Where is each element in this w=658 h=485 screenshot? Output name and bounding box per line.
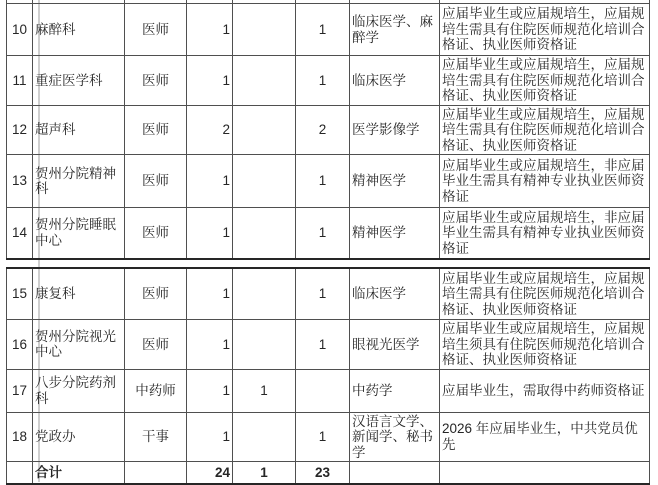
table-row-10: [7, 4, 650, 56]
cell-department: 重症医学科: [33, 56, 125, 106]
cell-seq: 18: [7, 412, 33, 462]
cell-major: 医学影像学: [350, 105, 440, 155]
cell-position: 医师: [125, 320, 187, 370]
cell-department: 八步分院药剂科: [33, 369, 125, 412]
cell-major: 眼视光医学: [350, 320, 440, 370]
cell-major: 汉语言文学、新闻学、秘书学: [350, 412, 440, 462]
cell-major: 精神医学: [350, 208, 440, 259]
cell-count-b: 1: [233, 462, 296, 484]
cell-count-a: 24: [187, 462, 233, 484]
cell-count-b: [233, 268, 296, 320]
cell-department: 贺州分院睡眠中心: [33, 208, 125, 259]
table-row-12: [7, 105, 650, 155]
table-total-row: [7, 462, 650, 484]
cell-requirement: 应届毕业生或应届规培生，应届规培生需具有住院医师规范化培训合格证、执业医师资格证: [440, 105, 650, 155]
cell-department: 康复科: [33, 268, 125, 320]
cell-count-a: 1: [187, 320, 233, 370]
cell-count-c: 1: [296, 208, 350, 259]
table-row-16: [7, 320, 650, 370]
cell-count-a: 1: [187, 369, 233, 412]
cell-seq: 12: [7, 105, 33, 155]
cell-seq: 11: [7, 56, 33, 106]
cell-requirement: 应届毕业生或应届规培生，非应届毕业生需具有精神专业执业医师资格证: [440, 155, 650, 208]
cell-department: 贺州分院视光中心: [33, 320, 125, 370]
cell-count-b: 1: [233, 369, 296, 412]
cell-major: 精神医学: [350, 155, 440, 208]
cell-department: 党政办: [33, 412, 125, 462]
table-segment-gap: [0, 260, 658, 267]
cell-count-c: 1: [296, 4, 350, 56]
cell-major: 临床医学: [350, 56, 440, 106]
cell-count-a: 1: [187, 155, 233, 208]
cell-department: 超声科: [33, 105, 125, 155]
cell-count-c: 1: [296, 155, 350, 208]
table-row-11: [7, 56, 650, 106]
cell-position: 医师: [125, 105, 187, 155]
cell-department: 麻醉科: [33, 4, 125, 56]
cell-seq: [7, 462, 33, 484]
cell-requirement: 应届毕业生或应届规培生，应届规培生需具有住院医师规范化培训合格证、执业医师资格证: [440, 4, 650, 56]
cell-count-a: 1: [187, 56, 233, 106]
cell-requirement: 应届毕业生，需取得中药师资格证: [440, 369, 650, 412]
cell-count-b: [233, 320, 296, 370]
cell-count-b: [233, 56, 296, 106]
cell-requirement: 应届毕业生或应届规培生，应届规培生需具有住院医师规范化培训合格证、执业医师资格证: [440, 56, 650, 106]
cell-count-c: 1: [296, 412, 350, 462]
cell-seq: 14: [7, 208, 33, 259]
cell-count-b: [233, 155, 296, 208]
cell-position: 医师: [125, 4, 187, 56]
cell-count-a: 1: [187, 412, 233, 462]
cell-position: 医师: [125, 155, 187, 208]
cell-major: 临床医学: [350, 268, 440, 320]
cell-position: 医师: [125, 268, 187, 320]
cell-count-c: 23: [296, 462, 350, 484]
cell-count-a: 1: [187, 4, 233, 56]
cell-position: [125, 462, 187, 484]
cell-major: 临床医学、麻醉学: [350, 4, 440, 56]
recruitment-table-segment-1: [6, 0, 650, 260]
cell-count-c: 1: [296, 56, 350, 106]
table-row-13: [7, 155, 650, 208]
cell-seq: 10: [7, 4, 33, 56]
cell-count-c: 1: [296, 268, 350, 320]
cell-position: 中药师: [125, 369, 187, 412]
cell-major: 中药学: [350, 369, 440, 412]
cell-requirement: 2026 年应届毕业生，中共党员优先: [440, 412, 650, 462]
cell-count-a: 2: [187, 105, 233, 155]
cell-department: 贺州分院精神科: [33, 155, 125, 208]
cell-requirement: 应届毕业生或应届规培生，应届规培生须具有住院医师规范化培训合格证、执业医师资格证: [440, 320, 650, 370]
cell-position: 医师: [125, 56, 187, 106]
table-row-14: [7, 208, 650, 259]
cell-seq: 15: [7, 268, 33, 320]
recruitment-table-segment-2: [6, 267, 650, 485]
cell-count-b: [233, 105, 296, 155]
cell-requirement: [440, 462, 650, 484]
cell-count-c: 2: [296, 105, 350, 155]
cell-requirement: 应届毕业生或应届规培生，应届规培生需具有住院医师规范化培训合格证、执业医师资格证: [440, 268, 650, 320]
cell-seq: 13: [7, 155, 33, 208]
cell-seq: 17: [7, 369, 33, 412]
cell-count-a: 1: [187, 268, 233, 320]
cell-major: [350, 462, 440, 484]
cell-position: 干事: [125, 412, 187, 462]
cell-department: 合计: [33, 462, 125, 484]
cell-position: 医师: [125, 208, 187, 259]
cell-count-c: [296, 369, 350, 412]
cell-count-a: 1: [187, 208, 233, 259]
cell-requirement: 应届毕业生或应届规培生，非应届毕业生需具有精神专业执业医师资格证: [440, 208, 650, 259]
cell-count-c: 1: [296, 320, 350, 370]
table-row-17: [7, 369, 650, 412]
table-row-18: [7, 412, 650, 462]
table-row-15: [7, 268, 650, 320]
cell-count-b: [233, 4, 296, 56]
cell-seq: 16: [7, 320, 33, 370]
cell-count-b: [233, 412, 296, 462]
cell-count-b: [233, 208, 296, 259]
